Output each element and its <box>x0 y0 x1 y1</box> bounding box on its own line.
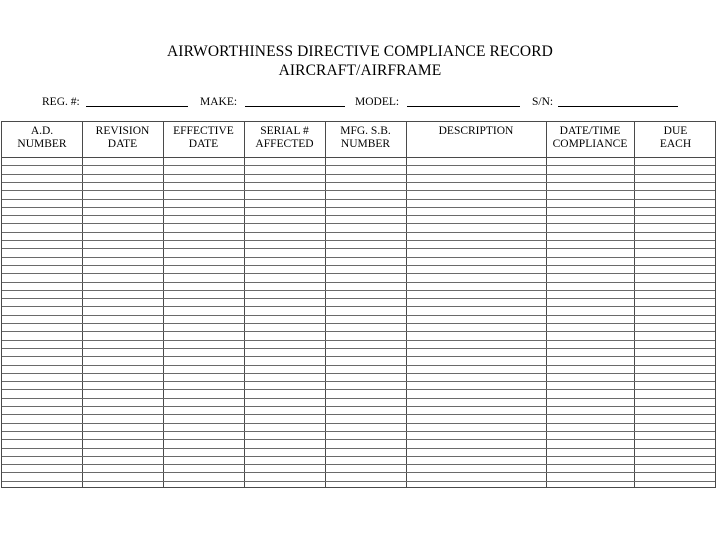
table-row[interactable] <box>2 348 715 349</box>
mfg-sb-number-header: MFG. S.B. NUMBER <box>340 125 391 150</box>
table-row[interactable] <box>2 365 715 366</box>
effective-date-header: EFFECTIVE DATE <box>173 125 234 150</box>
table-row[interactable] <box>2 273 715 274</box>
date-time-compliance-header: DATE/TIME COMPLIANCE <box>552 125 628 150</box>
table-row[interactable] <box>2 265 715 266</box>
table-row[interactable] <box>2 423 715 424</box>
table-row[interactable] <box>2 282 715 283</box>
aircraft-info-fields <box>0 95 720 111</box>
column-divider <box>163 122 164 487</box>
table-row[interactable] <box>2 165 715 166</box>
due-each-header: DUE EACH <box>659 125 692 150</box>
table-row[interactable] <box>2 398 715 399</box>
column-divider <box>325 122 326 487</box>
form-subtitle: AIRCRAFT/AIRFRAME <box>278 62 442 79</box>
table-row[interactable] <box>2 472 715 473</box>
table-row[interactable] <box>2 456 715 457</box>
table-row[interactable] <box>2 381 715 382</box>
sn-field[interactable] <box>532 95 682 111</box>
column-divider <box>82 122 83 487</box>
table-row[interactable] <box>2 248 715 249</box>
table-row[interactable] <box>2 232 715 233</box>
reg-label: REG. #: <box>42 96 80 108</box>
table-row[interactable] <box>2 356 715 357</box>
table-row[interactable] <box>2 448 715 449</box>
table-row[interactable] <box>2 331 715 332</box>
table-row[interactable] <box>2 182 715 183</box>
table-row[interactable] <box>2 406 715 407</box>
form-title: AIRWORTHINESS DIRECTIVE COMPLIANCE RECORD <box>167 43 553 60</box>
serial-affected-header: SERIAL # AFFECTED <box>255 125 314 150</box>
table-row[interactable] <box>2 190 715 191</box>
compliance-table <box>1 121 716 488</box>
model-input[interactable] <box>407 106 520 107</box>
make-input[interactable] <box>245 106 345 107</box>
table-row[interactable] <box>2 174 715 175</box>
table-row[interactable] <box>2 290 715 291</box>
table-row[interactable] <box>2 481 715 482</box>
table-row[interactable] <box>2 306 715 307</box>
description-header: DESCRIPTION <box>438 125 514 137</box>
column-divider <box>634 122 635 487</box>
reg-field[interactable] <box>42 95 192 111</box>
table-row[interactable] <box>2 199 715 200</box>
sn-input[interactable] <box>558 106 678 107</box>
model-field[interactable] <box>355 95 525 111</box>
reg-input[interactable] <box>86 106 188 107</box>
make-field[interactable] <box>200 95 350 111</box>
table-row[interactable] <box>2 215 715 216</box>
column-divider <box>244 122 245 487</box>
revision-date-header: REVISION DATE <box>95 125 150 150</box>
table-row[interactable] <box>2 340 715 341</box>
column-divider <box>406 122 407 487</box>
sn-label: S/N: <box>532 96 554 108</box>
table-row[interactable] <box>2 323 715 324</box>
table-row[interactable] <box>2 389 715 390</box>
header-divider <box>2 157 715 158</box>
table-row[interactable] <box>2 315 715 316</box>
table-row[interactable] <box>2 207 715 208</box>
table-row[interactable] <box>2 439 715 440</box>
make-label: MAKE: <box>200 96 238 108</box>
table-row[interactable] <box>2 431 715 432</box>
table-row[interactable] <box>2 464 715 465</box>
table-row[interactable] <box>2 223 715 224</box>
model-label: MODEL: <box>355 96 400 108</box>
table-row[interactable] <box>2 298 715 299</box>
table-row[interactable] <box>2 240 715 241</box>
ad-number-header: A.D. NUMBER <box>17 125 67 150</box>
table-row[interactable] <box>2 257 715 258</box>
table-row[interactable] <box>2 373 715 374</box>
column-divider <box>546 122 547 487</box>
table-row[interactable] <box>2 414 715 415</box>
